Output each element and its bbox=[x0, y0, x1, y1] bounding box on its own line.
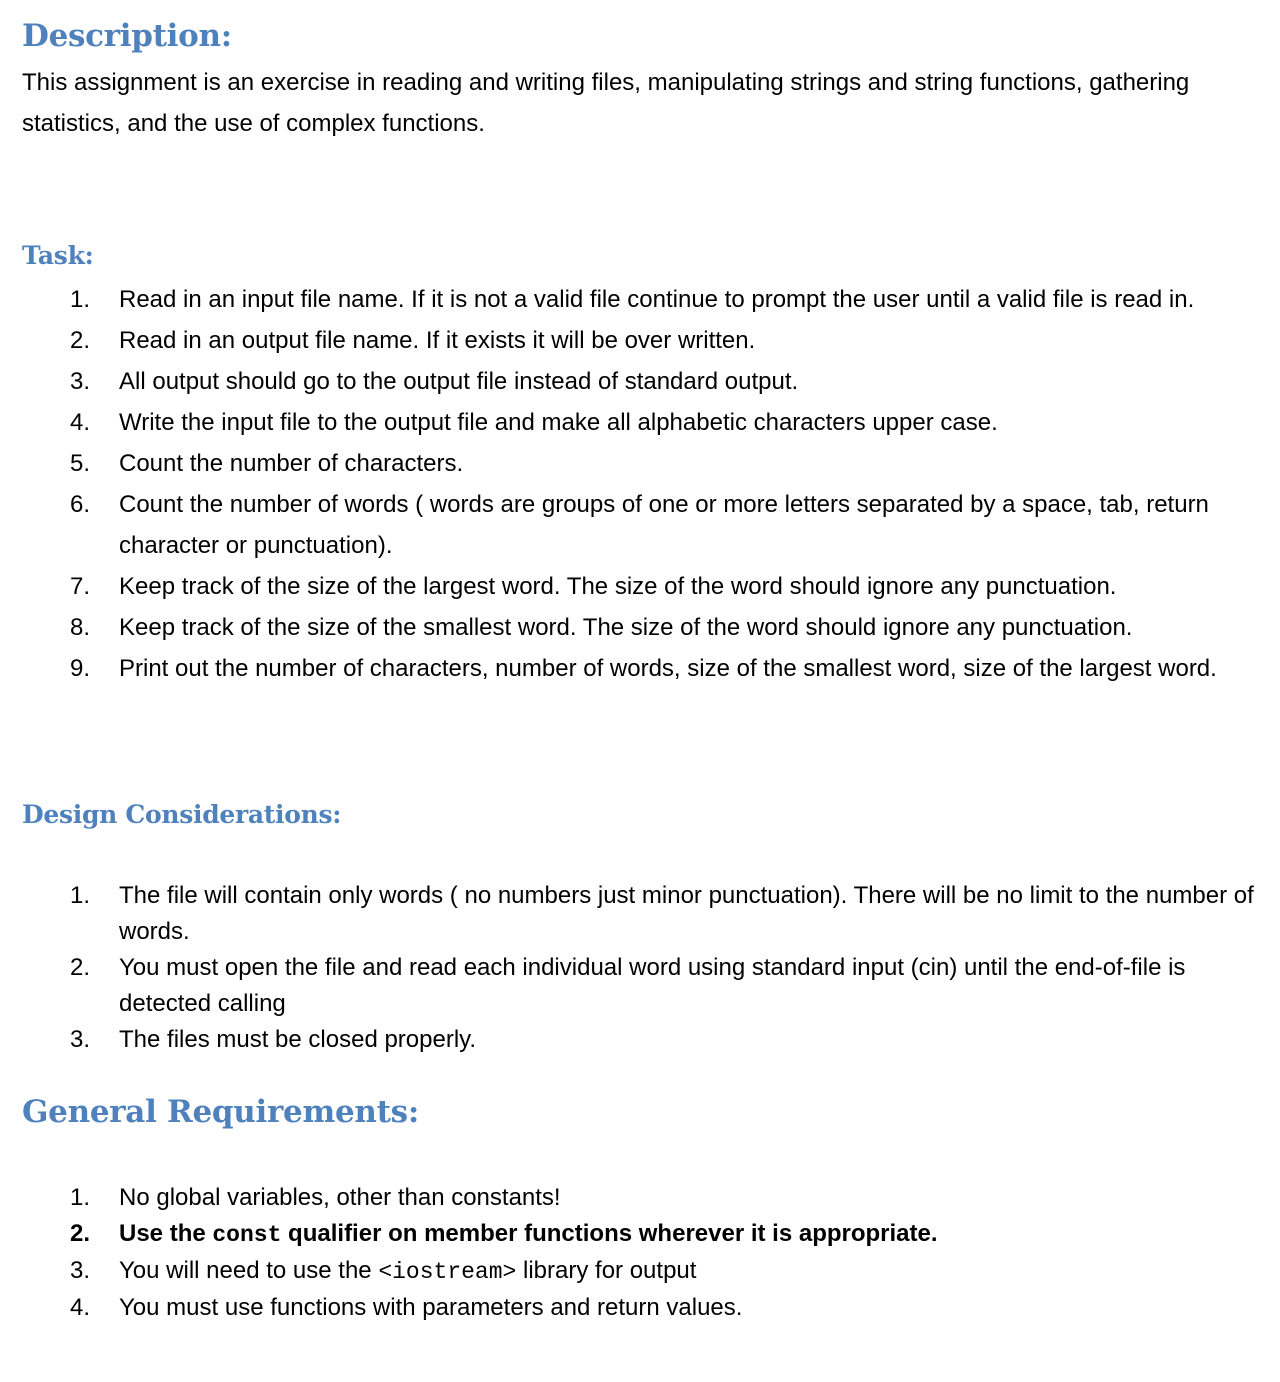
list-item-text: Keep track of the size of the largest word. The size of the word should ignore any punctuation. bbox=[119, 573, 1117, 600]
task-item-3 bbox=[22, 361, 1272, 402]
list-number: 4. bbox=[70, 1294, 91, 1321]
list-item-text: Read in an output file name. If it exists it will be over written. bbox=[119, 327, 756, 354]
general-item-1 bbox=[22, 1180, 1272, 1216]
list-item-text: Read in an input file name. If it is not a valid file continue to prompt the user until a valid file is read in. bbox=[119, 286, 1195, 313]
task-heading: Task: bbox=[22, 241, 94, 270]
list-item-text-pre: You will need to use the bbox=[119, 1257, 379, 1284]
list-item-text: Count the number of characters. bbox=[119, 450, 464, 477]
list-item-text: No global variables, other than constants! bbox=[119, 1184, 561, 1211]
list-number: 5. bbox=[70, 450, 91, 477]
list-item-text-post: qualifier on member functions wherever it is appropriate. bbox=[281, 1220, 938, 1247]
design-list bbox=[22, 878, 1272, 1058]
list-number: 7. bbox=[70, 573, 91, 600]
list-number: 3. bbox=[70, 1257, 91, 1284]
list-number: 2. bbox=[70, 954, 91, 981]
list-number: 3. bbox=[70, 368, 91, 395]
code-keyword: <iostream> bbox=[378, 1259, 517, 1285]
description-text: This assignment is an exercise in reading and writing files, manipulating strings and string functions, gathering statistics, and the use of complex functions. bbox=[22, 69, 1190, 137]
list-item-text: Write the input file to the output file and make all alphabetic characters upper case. bbox=[119, 409, 998, 436]
design-item-2 bbox=[22, 950, 1272, 1022]
list-number: 4. bbox=[70, 409, 91, 436]
list-number: 1. bbox=[70, 286, 91, 313]
list-item-text: Count the number of words ( words are groups of one or more letters separated by a space, tab, return character or punctuation). bbox=[119, 491, 1209, 559]
task-item-4 bbox=[22, 402, 1272, 443]
list-item-text: The file will contain only words ( no numbers just minor punctuation). There will be no limit to the number of words. bbox=[119, 882, 1254, 945]
list-item-text-post: library for output bbox=[516, 1257, 697, 1284]
general-heading: General Requirements: bbox=[22, 1094, 419, 1130]
general-list bbox=[22, 1180, 1272, 1326]
general-item-3 bbox=[22, 1253, 1272, 1290]
general-item-4 bbox=[22, 1290, 1272, 1326]
list-item-text: You must open the file and read each individual word using standard input (cin) until the end-of-file is detected calling bbox=[119, 954, 1186, 1017]
list-number: 2. bbox=[70, 327, 91, 354]
design-heading: Design Considerations: bbox=[22, 800, 342, 829]
list-item-text: All output should go to the output file instead of standard output. bbox=[119, 368, 799, 395]
list-number: 3. bbox=[70, 1026, 91, 1053]
task-item-9 bbox=[22, 648, 1272, 689]
list-number: 2. bbox=[70, 1220, 91, 1247]
task-item-8 bbox=[22, 607, 1272, 648]
task-item-2 bbox=[22, 320, 1272, 361]
list-item-text: You must use functions with parameters and return values. bbox=[119, 1294, 743, 1321]
task-item-6 bbox=[22, 484, 1272, 566]
list-item-text-pre: Use the bbox=[119, 1220, 213, 1247]
list-item-text: The files must be closed properly. bbox=[119, 1026, 477, 1053]
list-number: 1. bbox=[70, 882, 91, 909]
list-number: 1. bbox=[70, 1184, 91, 1211]
list-item-text: Print out the number of characters, number of words, size of the smallest word, size of the largest word. bbox=[119, 655, 1217, 682]
design-item-1 bbox=[22, 878, 1272, 950]
general-item-2 bbox=[22, 1216, 1272, 1253]
list-number: 9. bbox=[70, 655, 91, 682]
task-item-1 bbox=[22, 279, 1272, 320]
description-heading: Description: bbox=[22, 18, 232, 54]
list-item-text: Keep track of the size of the smallest word. The size of the word should ignore any punctuation. bbox=[119, 614, 1133, 641]
code-keyword: const bbox=[212, 1222, 282, 1248]
task-item-7 bbox=[22, 566, 1272, 607]
task-list bbox=[22, 279, 1272, 689]
task-item-5 bbox=[22, 443, 1272, 484]
list-number: 8. bbox=[70, 614, 91, 641]
design-item-3 bbox=[22, 1022, 1272, 1058]
list-number: 6. bbox=[70, 491, 91, 518]
